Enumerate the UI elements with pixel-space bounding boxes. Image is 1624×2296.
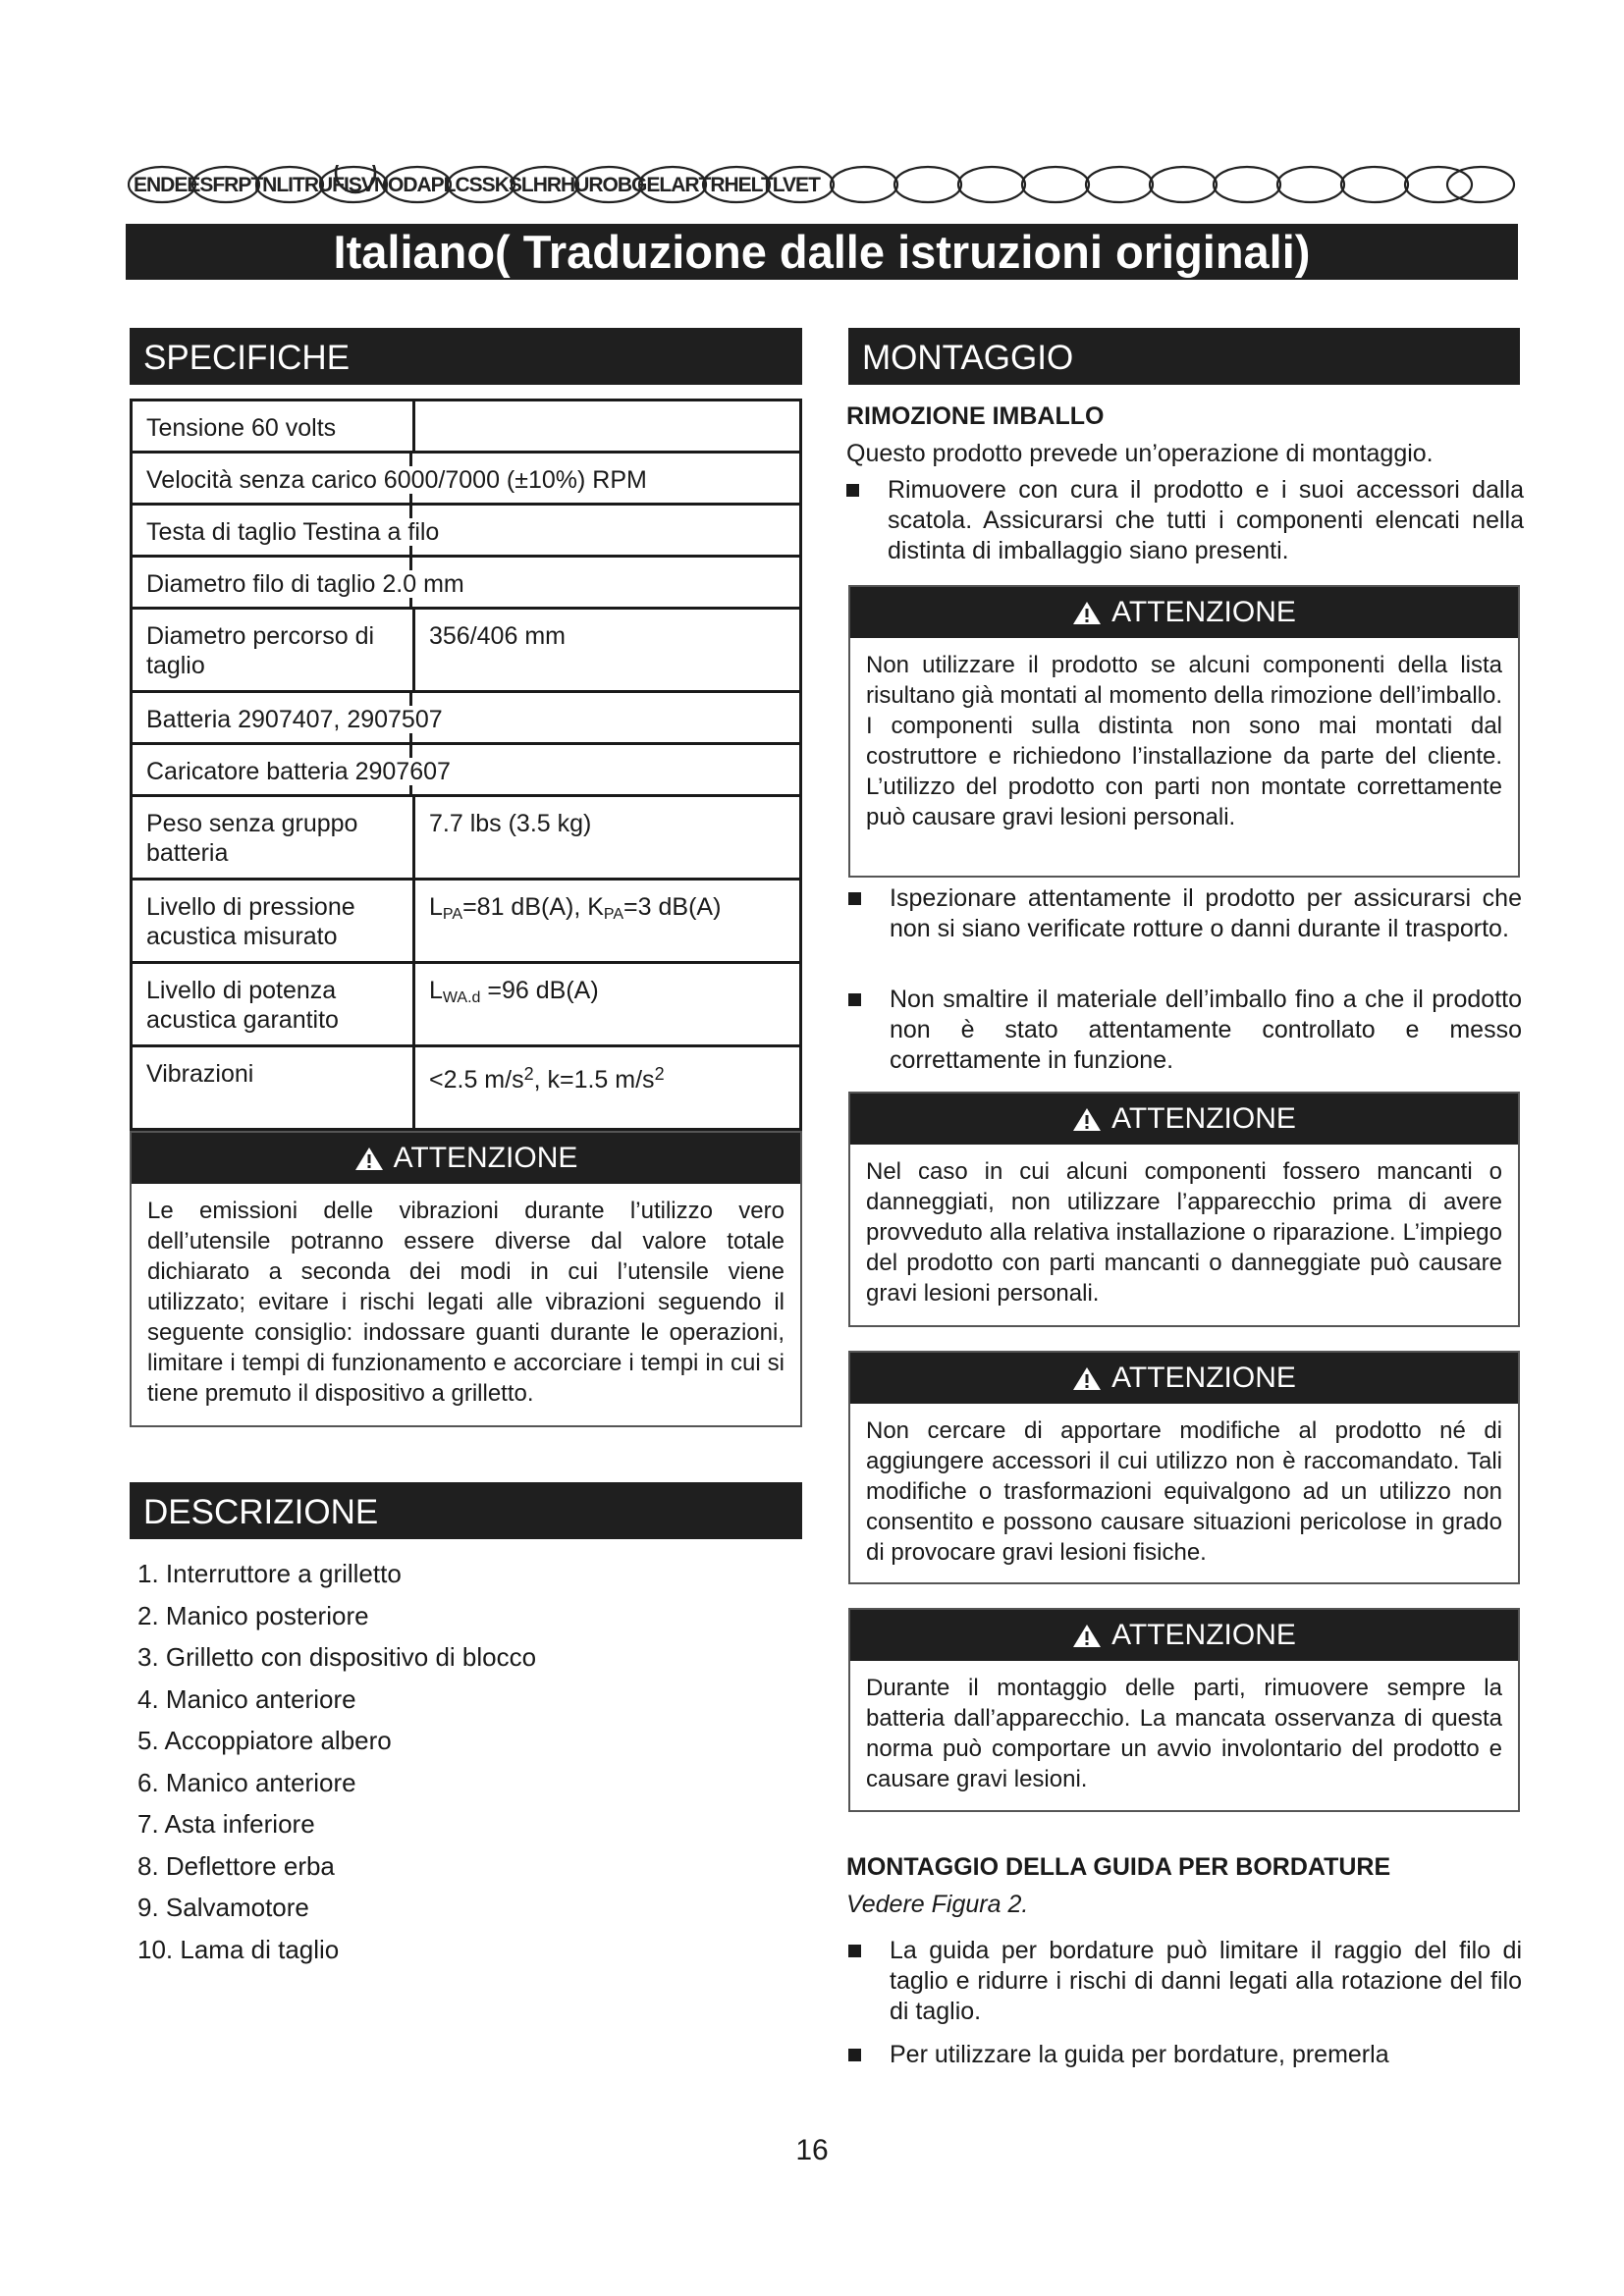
warning-box-vibration bbox=[130, 1131, 802, 1427]
bullet-item: La guida per bordature può limitare il raggio del filo di taglio e ridurre i rischi di danni legati alla rotazione del filo di taglio. bbox=[890, 1936, 1522, 2027]
warning-box-4 bbox=[848, 1608, 1520, 1812]
bullet-square-icon bbox=[846, 484, 859, 497]
spec-label: Testa di taglio Testina a filo bbox=[146, 518, 440, 546]
list-item: 9. Salvamotore bbox=[137, 1893, 309, 1922]
language-strip bbox=[128, 165, 1516, 204]
spec-label: Livello di potenza acustica garantito bbox=[146, 977, 339, 1034]
spec-label: Peso senza gruppo batteria bbox=[146, 810, 358, 867]
bullet-square-icon bbox=[848, 993, 861, 1006]
spec-row bbox=[133, 401, 799, 454]
bullet-square-icon bbox=[848, 2049, 861, 2061]
spec-row bbox=[133, 797, 799, 881]
spec-row bbox=[133, 610, 799, 693]
warning-header: ATTENZIONE bbox=[850, 1610, 1518, 1661]
list-item: 3. Grilletto con dispositivo di blocco bbox=[137, 1642, 537, 1672]
description-list bbox=[137, 1553, 536, 1970]
warning-header: ATTENZIONE bbox=[850, 1353, 1518, 1404]
spec-label: Batteria 2907407, 2907507 bbox=[146, 706, 443, 733]
specifiche-heading: SPECIFICHE bbox=[130, 328, 802, 385]
warning-text: Le emissioni delle vibrazioni durante l’utilizzo vero dell’utensile potranno essere diverse dal valore totale dichiarato a seconda dei modi in cui l’utensile viene utilizzato; evitare i rischi legati alle vibrazioni seguendo il seguente consiglio: indossare guanti durante le operazioni, limitare i tempi di funzionamento e accorciare i tempi in cui si tiene premuto il dispositivo a grilletto. bbox=[147, 1198, 785, 1407]
spec-value-sound-pressure: $L_{PA}=81$ dB(A), $K_{PA}=3$ dB(A) bbox=[412, 881, 799, 961]
spec-row bbox=[133, 745, 799, 797]
spec-row bbox=[133, 506, 799, 558]
spec-row bbox=[133, 558, 799, 610]
warning-text: Non utilizzare il prodotto se alcuni componenti della lista risultano già montati al momento della rimozione dell’imballo. I componenti sulla distinta non sono mai montati dal costruttore e richiedono l’installazione da parte del cliente. L’utilizzo del prodotto con parti non montate correttamente può causare gravi lesioni personali. bbox=[866, 652, 1502, 830]
list-item: 5. Accoppiatore albero bbox=[137, 1726, 392, 1755]
spec-value bbox=[412, 401, 799, 451]
list-item: 6. Manico anteriore bbox=[137, 1767, 356, 1797]
bullet-square-icon bbox=[848, 892, 861, 905]
figure-reference: Vedere Figura 2. bbox=[846, 1891, 1029, 1918]
spec-value: 356/406 mm bbox=[412, 610, 799, 690]
warning-triangle-icon bbox=[1072, 1623, 1102, 1648]
bullet-item: Per utilizzare la guida per bordature, premerla bbox=[890, 2040, 1522, 2070]
warning-header: ATTENZIONE bbox=[132, 1133, 800, 1184]
spec-label: Tensione 60 volts bbox=[146, 414, 337, 442]
spec-label: Livello di pressione acustica misurato bbox=[146, 893, 355, 950]
language-codes: ENDEESFRPTNLITRUFISVNODAPLCSSKSLHRHUROBGELARTRHELTLVET bbox=[134, 174, 820, 196]
spec-value-vibration: <2.5 $m/s^2$, k=1.5 $m/s^2$ bbox=[412, 1047, 799, 1128]
warning-text: Durante il montaggio delle parti, rimuovere sempre la batteria dall’apparecchio. La mancata osservanza di questa norma può comportare un avvio involontario del prodotto e causare gravi lesioni. bbox=[866, 1675, 1502, 1792]
warning-header: ATTENZIONE bbox=[850, 587, 1518, 638]
warning-box-1 bbox=[848, 585, 1520, 878]
spec-value-sound-power: $L_{WA.d} =96$ dB(A) bbox=[412, 964, 799, 1044]
list-item: 8. Deflettore erba bbox=[137, 1850, 335, 1881]
guida-heading: MONTAGGIO DELLA GUIDA PER BORDATURE bbox=[846, 1853, 1391, 1881]
rimozione-intro: Questo prodotto prevede un’operazione di montaggio. bbox=[846, 440, 1434, 467]
warning-triangle-icon bbox=[1072, 1106, 1102, 1132]
bullet-item: Non smaltire il materiale dell’imballo fino a che il prodotto non è stato attentamente controllato e messo correttamente in funzione. bbox=[890, 985, 1522, 1076]
spec-row bbox=[133, 1047, 799, 1131]
bullet-item: Ispezionare attentamente il prodotto per assicurarsi che non si siano verificate rotture o danni durante il trasporto. bbox=[890, 883, 1522, 944]
spec-row bbox=[133, 881, 799, 964]
page-number: 16 bbox=[795, 2134, 829, 2166]
list-item: 4. Manico anteriore bbox=[137, 1683, 356, 1714]
bullet-item: Rimuovere con cura il prodotto e i suoi accessori dalla scatola. Assicurarsi che tutti i componenti elencati nella distinta di imballaggio siano presenti. bbox=[888, 475, 1524, 566]
montaggio-heading: MONTAGGIO bbox=[848, 328, 1520, 385]
spec-label: Caricatore batteria 2907607 bbox=[146, 758, 451, 785]
warning-box-3 bbox=[848, 1351, 1520, 1584]
spec-row bbox=[133, 693, 799, 745]
warning-text: Nel caso in cui alcuni componenti fossero mancanti o danneggiati, non utilizzare l’apparecchio prima di avere provveduto alla relativa installazione o riparazione. L’impiego del prodotto con parti mancanti o danneggiate può causare gravi lesioni personali. bbox=[866, 1158, 1502, 1307]
list-item: 2. Manico posteriore bbox=[137, 1600, 369, 1630]
spec-label: Diametro percorso di taglio bbox=[146, 622, 375, 679]
page-title: Italiano( Traduzione dalle istruzioni originali) bbox=[126, 224, 1518, 280]
list-item: 1. Interruttore a grilletto bbox=[137, 1559, 402, 1588]
spec-row bbox=[133, 454, 799, 506]
descrizione-heading: DESCRIZIONE bbox=[130, 1482, 802, 1539]
warning-triangle-icon bbox=[354, 1146, 384, 1171]
warning-triangle-icon bbox=[1072, 1365, 1102, 1391]
list-item: 10. Lama di taglio bbox=[137, 1934, 340, 1964]
rimozione-heading: RIMOZIONE IMBALLO bbox=[846, 402, 1105, 430]
spec-table bbox=[130, 399, 802, 1131]
spec-label: Diametro filo di taglio 2.0 mm bbox=[146, 570, 464, 598]
warning-triangle-icon bbox=[1072, 600, 1102, 625]
spec-row bbox=[133, 964, 799, 1047]
warning-box-2 bbox=[848, 1092, 1520, 1327]
bullet-square-icon bbox=[848, 1945, 861, 1957]
spec-label: Vibrazioni bbox=[146, 1060, 254, 1088]
spec-value: 7.7 lbs (3.5 kg) bbox=[412, 797, 799, 878]
warning-header: ATTENZIONE bbox=[850, 1094, 1518, 1145]
warning-text: Non cercare di apportare modifiche al prodotto né di aggiungere accessori il cui utilizzo non è raccomandato. Tali modifiche o trasformazioni equivalgono ad un utilizzo non consentito e possono causare situazioni pericolose in grado di provocare gravi lesioni fisiche. bbox=[866, 1417, 1502, 1566]
list-item: 7. Asta inferiore bbox=[137, 1809, 315, 1839]
spec-label: Velocità senza carico 6000/7000 (±10%) RPM bbox=[146, 466, 647, 494]
